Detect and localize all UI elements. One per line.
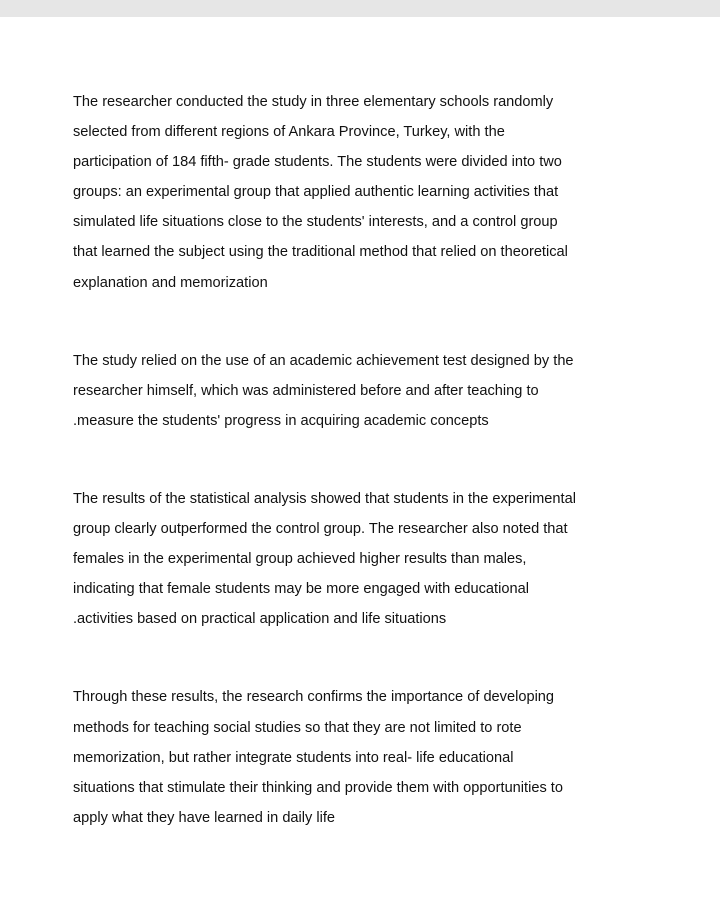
text-line: groups: an experimental group that applied authentic learning activities that	[73, 184, 559, 201]
text-line: selected from different regions of Ankara Province, Turkey, with the	[73, 124, 505, 141]
paragraph-study-design	[73, 87, 633, 298]
paragraph-conclusion	[73, 682, 633, 832]
text-line: Through these results, the research confirms the importance of developing	[73, 689, 555, 706]
text-line: that learned the subject using the traditional method that relied on theoretical	[73, 244, 568, 261]
text-line: participation of 184 fifth- grade students. The students were divided into two	[73, 154, 562, 171]
text-line: researcher himself, which was administered before and after teaching to	[73, 382, 539, 399]
text-line: The study relied on the use of an academic achievement test designed by the	[73, 352, 574, 369]
text-line: explanation and memorization	[73, 274, 268, 291]
text-line: group clearly outperformed the control group. The researcher also noted that	[73, 521, 568, 538]
text-line: apply what they have learned in daily life	[73, 809, 336, 826]
document-body	[73, 87, 633, 833]
text-line: simulated life situations close to the students' interests, and a control group	[73, 214, 558, 231]
top-bar	[0, 0, 720, 17]
text-line: The researcher conducted the study in three elementary schools randomly	[73, 94, 554, 110]
text-line: indicating that female students may be more engaged with educational	[73, 581, 529, 598]
text-line: .activities based on practical application and life situations	[73, 611, 447, 628]
paragraph-assessment	[73, 346, 633, 436]
text-line: .measure the students' progress in acquiring academic concepts	[73, 412, 489, 429]
text-line: memorization, but rather integrate students into real- life educational	[73, 749, 514, 766]
text-line: females in the experimental group achieved higher results than males,	[73, 551, 527, 568]
text-line: situations that stimulate their thinking and provide them with opportunities to	[73, 779, 563, 796]
text-line: methods for teaching social studies so that they are not limited to rote	[73, 719, 522, 736]
paragraph-results	[73, 484, 633, 634]
text-line: The results of the statistical analysis showed that students in the experimental	[73, 490, 576, 507]
